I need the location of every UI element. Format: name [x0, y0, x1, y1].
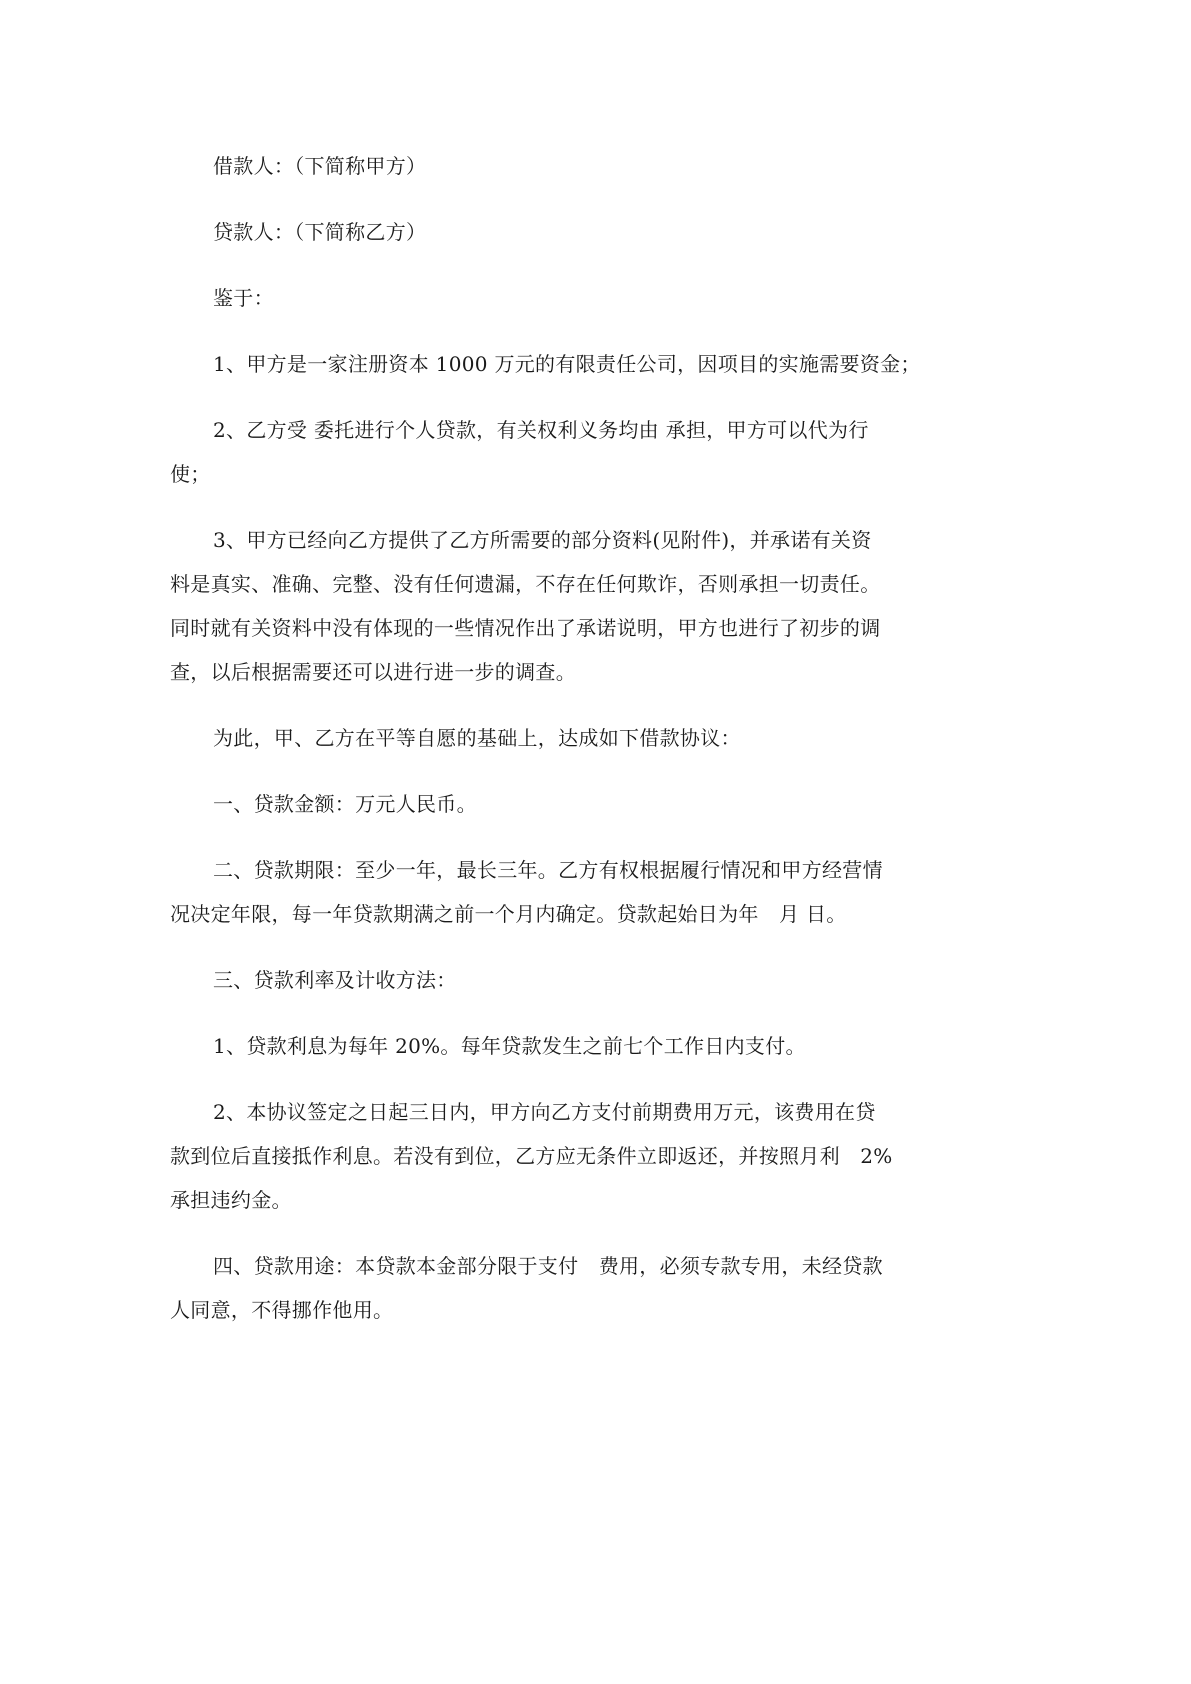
recital-1-line: 1、甲方是一家注册资本 1000 万元的有限责任公司，因项目的实施需要资金； — [213, 352, 921, 376]
borrower-line: 借款人：（下简称甲方） — [213, 154, 427, 178]
recital-2-line: 2、乙方受 委托进行个人贷款，有关权利义务均由 承担，甲方可以代为行 — [213, 418, 869, 442]
clause-3-line: 三、贷款利率及计收方法： — [213, 968, 457, 992]
clause-3-2-line: 承担违约金。 — [170, 1188, 292, 1212]
agreement-intro-line: 为此，甲、乙方在平等自愿的基础上，达成如下借款协议： — [213, 726, 741, 750]
clause-3-2-line: 2、本协议签定之日起三日内，甲方向乙方支付前期费用万元，该费用在贷 — [213, 1100, 876, 1124]
recital-2-line: 使； — [170, 462, 211, 486]
recital-3-line: 查，以后根据需要还可以进行进一步的调查。 — [170, 660, 576, 684]
clause-2-line: 况决定年限，每一年贷款期满之前一个月内确定。贷款起始日为年 月 日。 — [170, 902, 847, 926]
recital-3-line: 同时就有关资料中没有体现的一些情况作出了承诺说明，甲方也进行了初步的调 — [170, 616, 881, 640]
clause-3-1-line: 1、贷款利息为每年 20%。每年贷款发生之前七个工作日内支付。 — [213, 1034, 806, 1058]
clause-4-line: 人同意，不得挪作他用。 — [170, 1298, 394, 1322]
recital-3-line: 3、甲方已经向乙方提供了乙方所需要的部分资料(见附件)，并承诺有关资 — [213, 528, 872, 552]
clause-2-line: 二、贷款期限：至少一年，最长三年。乙方有权根据履行情况和甲方经营情 — [213, 858, 883, 882]
recital-3-line: 料是真实、准确、完整、没有任何遗漏，不存在任何欺诈，否则承担一切责任。 — [170, 572, 881, 596]
clause-3-2-line: 款到位后直接抵作利息。若没有到位，乙方应无条件立即返还，并按照月利 2% — [170, 1144, 893, 1168]
lender-line: 贷款人：（下简称乙方） — [213, 220, 427, 244]
clause-1-line: 一、贷款金额：万元人民币。 — [213, 792, 477, 816]
clause-4-line: 四、贷款用途：本贷款本金部分限于支付 费用，必须专款专用，未经贷款 — [213, 1254, 883, 1278]
whereas-line: 鉴于： — [213, 286, 274, 310]
